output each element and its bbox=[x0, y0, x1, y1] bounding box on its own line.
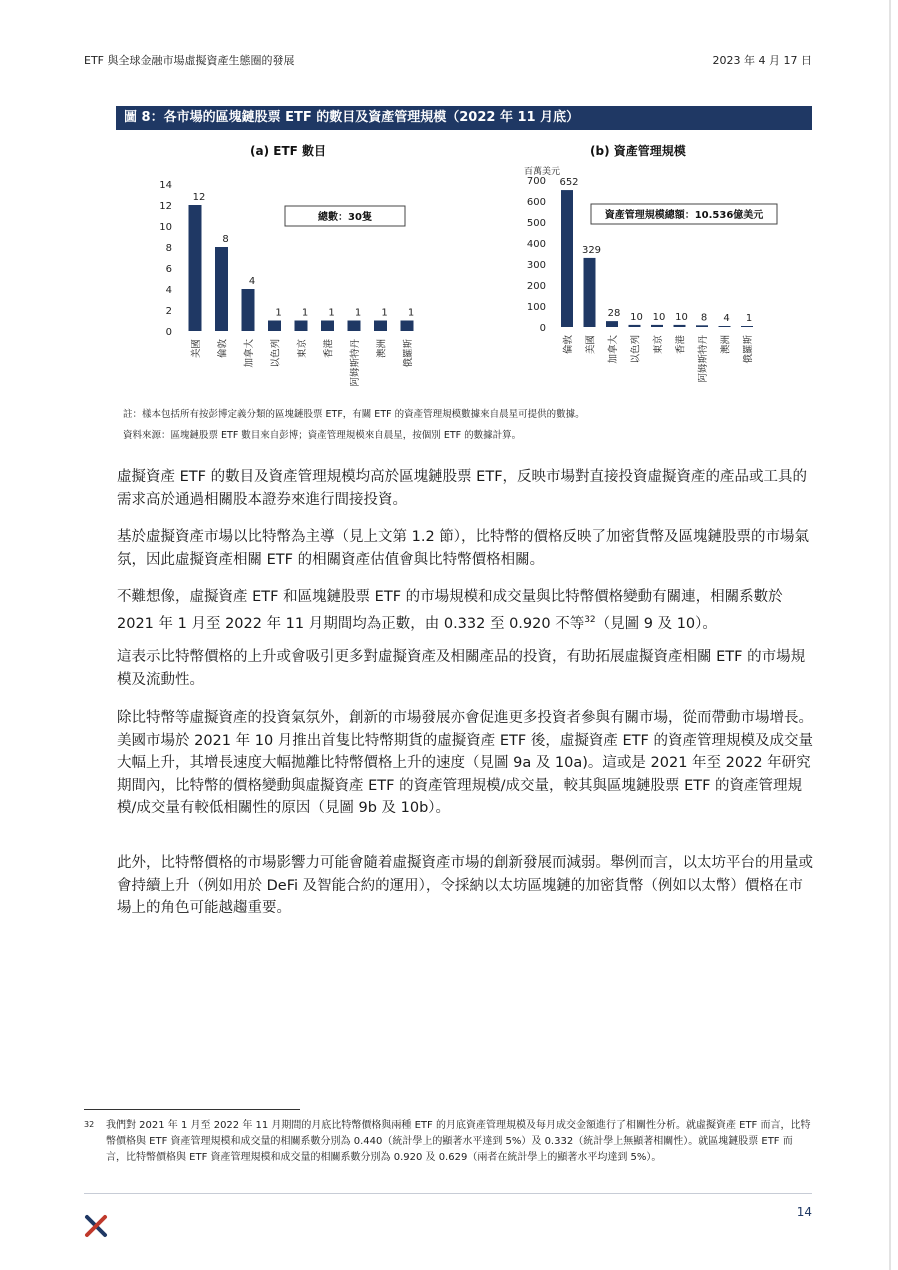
chart-b-title: (b) 資產管理規模 bbox=[590, 144, 686, 158]
data-label: 8 bbox=[222, 234, 229, 245]
y-tick-label: 200 bbox=[526, 281, 546, 292]
data-label: 1 bbox=[381, 307, 388, 319]
figure-banner: 圖 8：各市場的區塊鏈股票 ETF 的數目及資產管理規模（2022 年 11 月底） bbox=[116, 106, 812, 130]
data-label: 4 bbox=[248, 276, 256, 287]
bar-美國 bbox=[189, 205, 202, 331]
data-label: 329 bbox=[581, 244, 602, 256]
paragraph-6: 此外，比特幣價格的市場影響力可能會隨着虛擬資產市場的創新發展而減弱。舉例而言，以太坊平台的用量或會持續上升（例如用於 DeFi 及智能合約的運用），令採納以太坊區塊鏈的加密貨幣（例如以太幣）價格在市場上的角色可能越趨重要。 bbox=[117, 855, 813, 916]
category-label: 東京 bbox=[653, 335, 664, 355]
paragraph-1: 虛擬資產 ETF 的數目及資產管理規模均高於區塊鏈股票 ETF，反映市場對直接投資虛擬資產的產品或工具的需求高於通過相關股本證券來進行間接投資。 bbox=[117, 469, 808, 508]
bar-俄羅斯 bbox=[401, 321, 414, 332]
footer-divider bbox=[84, 1193, 812, 1194]
category-label: 美國 bbox=[585, 335, 597, 355]
total-annotation-text: 總數：30隻 bbox=[318, 212, 372, 223]
figure-source: 資料來源：區塊鏈股票 ETF 數目來自彭博；資產管理規模來自晨星，按個別 ETF 的數據計算。 bbox=[123, 430, 522, 441]
bar-加拿大 bbox=[242, 289, 255, 331]
y-tick-label: 8 bbox=[165, 243, 172, 254]
page-edge bbox=[889, 0, 891, 1270]
bar-香港 bbox=[321, 321, 334, 332]
category-label: 以色列 bbox=[630, 335, 642, 364]
bar-香港 bbox=[674, 325, 686, 327]
category-label: 澳洲 bbox=[720, 335, 732, 355]
category-label: 以色列 bbox=[270, 339, 282, 368]
footnote-divider bbox=[84, 1109, 300, 1110]
data-label: 1 bbox=[354, 307, 362, 319]
paragraph-2: 基於虛擬資產市場以比特幣為主導（見上文第 1.2 節），比特幣的價格反映了加密貨幣及區塊鏈股票的市場氣氛，因此虛擬資產相關 ETF 的相關資產估值會與比特幣價格相關。 bbox=[117, 529, 810, 568]
footnote-number: 32 bbox=[84, 1120, 95, 1129]
y-axis-unit-label: 百萬美元 bbox=[524, 167, 561, 177]
y-tick-label: 0 bbox=[539, 323, 546, 334]
bar-美國 bbox=[584, 258, 596, 327]
paragraph-3-text: 不難想像，虛擬資產 ETF 和區塊鏈股票 ETF 的市場規模和成交量與比特幣價格變動有關連，相關系數於 2021 年 1 月至 2022 年 11 月期間均為正數，由 0.332 至 0.920 不等 bbox=[117, 589, 783, 632]
category-label: 倫敦 bbox=[217, 339, 229, 359]
category-label: 澳洲 bbox=[376, 339, 388, 359]
paragraph-4: 這表示比特幣價格的上升或會吸引更多對虛擬資產及相關產品的投資，有助拓展虛擬資產相關 ETF 的市場規模及流動性。 bbox=[117, 649, 806, 688]
y-tick-label: 14 bbox=[159, 180, 172, 191]
category-label: 阿姆斯特丹 bbox=[350, 339, 361, 387]
data-label: 12 bbox=[192, 192, 206, 203]
total-annotation-text: 資產管理規模總額：10.536億美元 bbox=[604, 210, 764, 221]
data-label: 1 bbox=[275, 307, 282, 319]
y-tick-label: 600 bbox=[526, 197, 546, 208]
data-label: 1 bbox=[407, 307, 415, 319]
chart-a-title: (a) ETF 數目 bbox=[250, 144, 327, 158]
figure-note: 註：樣本包括所有按彭博定義分類的區塊鏈股票 ETF，有關 ETF 的資產管理規模數據來自晨星可提供的數據。 bbox=[123, 409, 585, 420]
paragraph-3-tail: （見圖 9 及 10）。 bbox=[595, 615, 717, 632]
data-label: 1 bbox=[328, 307, 335, 319]
bar-以色列 bbox=[629, 325, 641, 327]
document-title: ETF 與全球金融市場虛擬資產生態圈的發展 bbox=[84, 54, 295, 67]
y-tick-label: 2 bbox=[165, 306, 172, 317]
total-annotation bbox=[591, 204, 777, 224]
y-tick-label: 500 bbox=[526, 218, 546, 229]
bar-倫敦 bbox=[561, 190, 573, 327]
chart-b bbox=[505, 160, 805, 404]
paragraph-5: 除比特幣等虛擬資產的投資氣氛外，創新的市場發展亦會促進更多投資者參與有關市場，從而帶動市場增長。美國市場於 2021 年 10 月推出首隻比特幣期貨的虛擬資產 ETF 後，虛擬資產 ETF 的資產管理規模及成交量大幅上升，其增長速度大幅拋離比特幣價格上升的速度（見圖 9a 及 10a)。這或是 2021 年至 2022 年研究期間內，比特幣的價格變動與虛擬資產 ETF 的資產管理規模/成交量，較其與區塊鏈股票 ETF 的資產管理規模/成交量有較低相關性的原因（見圖 9b 及 10b）。 bbox=[117, 710, 813, 816]
y-tick-label: 12 bbox=[159, 201, 172, 212]
category-label: 阿姆斯特丹 bbox=[698, 335, 709, 383]
total-annotation bbox=[285, 206, 405, 226]
bar-阿姆斯特丹 bbox=[348, 321, 361, 332]
hkex-x-logo-icon bbox=[84, 1214, 108, 1238]
paragraph-3 bbox=[117, 586, 814, 635]
data-label: 8 bbox=[700, 312, 708, 324]
bar-加拿大 bbox=[606, 321, 618, 327]
bar-澳洲 bbox=[374, 321, 387, 332]
data-label: 10 bbox=[630, 311, 643, 323]
document-date: 2023 年 4 月 17 日 bbox=[712, 54, 812, 67]
data-label: 28 bbox=[607, 308, 621, 320]
data-label: 652 bbox=[559, 177, 579, 189]
y-tick-label: 100 bbox=[526, 302, 546, 313]
footnote-ref-32[interactable]: 32 bbox=[584, 614, 596, 625]
data-label: 10 bbox=[675, 311, 688, 323]
y-tick-label: 10 bbox=[159, 222, 172, 233]
bar-阿姆斯特丹 bbox=[696, 325, 708, 327]
bar-澳洲 bbox=[719, 326, 731, 327]
category-label: 加拿大 bbox=[244, 339, 255, 368]
y-tick-label: 400 bbox=[526, 239, 546, 250]
data-label: 1 bbox=[745, 313, 753, 324]
data-label: 1 bbox=[301, 307, 309, 319]
bar-東京 bbox=[295, 321, 308, 332]
category-label: 俄羅斯 bbox=[743, 335, 754, 364]
category-label: 香港 bbox=[675, 335, 687, 355]
data-label: 4 bbox=[723, 313, 730, 324]
chart-a bbox=[150, 168, 430, 404]
bar-以色列 bbox=[268, 321, 281, 332]
category-label: 美國 bbox=[191, 339, 202, 359]
page-number: 14 bbox=[796, 1205, 812, 1219]
y-tick-label: 0 bbox=[165, 327, 172, 338]
y-tick-label: 6 bbox=[165, 264, 172, 275]
y-tick-label: 300 bbox=[526, 260, 546, 271]
data-label: 10 bbox=[652, 311, 666, 323]
bar-倫敦 bbox=[215, 247, 228, 331]
y-tick-label: 4 bbox=[165, 285, 172, 296]
footnote-text: 我們對 2021 年 1 月至 2022 年 11 月期間的月底比特幣價格與兩種 ETF 的月底資產管理規模及每月成交金額進行了相關性分析。就虛擬資產 ETF 而言，比特幣價格與 ETF 資產管理規模和成交量的相關系數分別為 0.440（統計學上的顯著水平達到 5%）及 0.332（統計學上無顯著相關性）。就區塊鏈股票 ETF 而言，比特幣價格與 ETF 資產管理規模和成交量的相關系數分別為 0.920 及 0.629（兩者在統計學上的顯著水平均達到 5%）。 bbox=[106, 1120, 811, 1163]
y-tick-label: 700 bbox=[526, 176, 546, 187]
bar-東京 bbox=[651, 325, 663, 327]
category-label: 香港 bbox=[323, 339, 335, 359]
bar-俄羅斯 bbox=[741, 326, 753, 327]
category-label: 倫敦 bbox=[563, 335, 574, 355]
category-label: 加拿大 bbox=[608, 335, 619, 364]
category-label: 東京 bbox=[297, 339, 308, 359]
category-label: 俄羅斯 bbox=[403, 339, 414, 368]
